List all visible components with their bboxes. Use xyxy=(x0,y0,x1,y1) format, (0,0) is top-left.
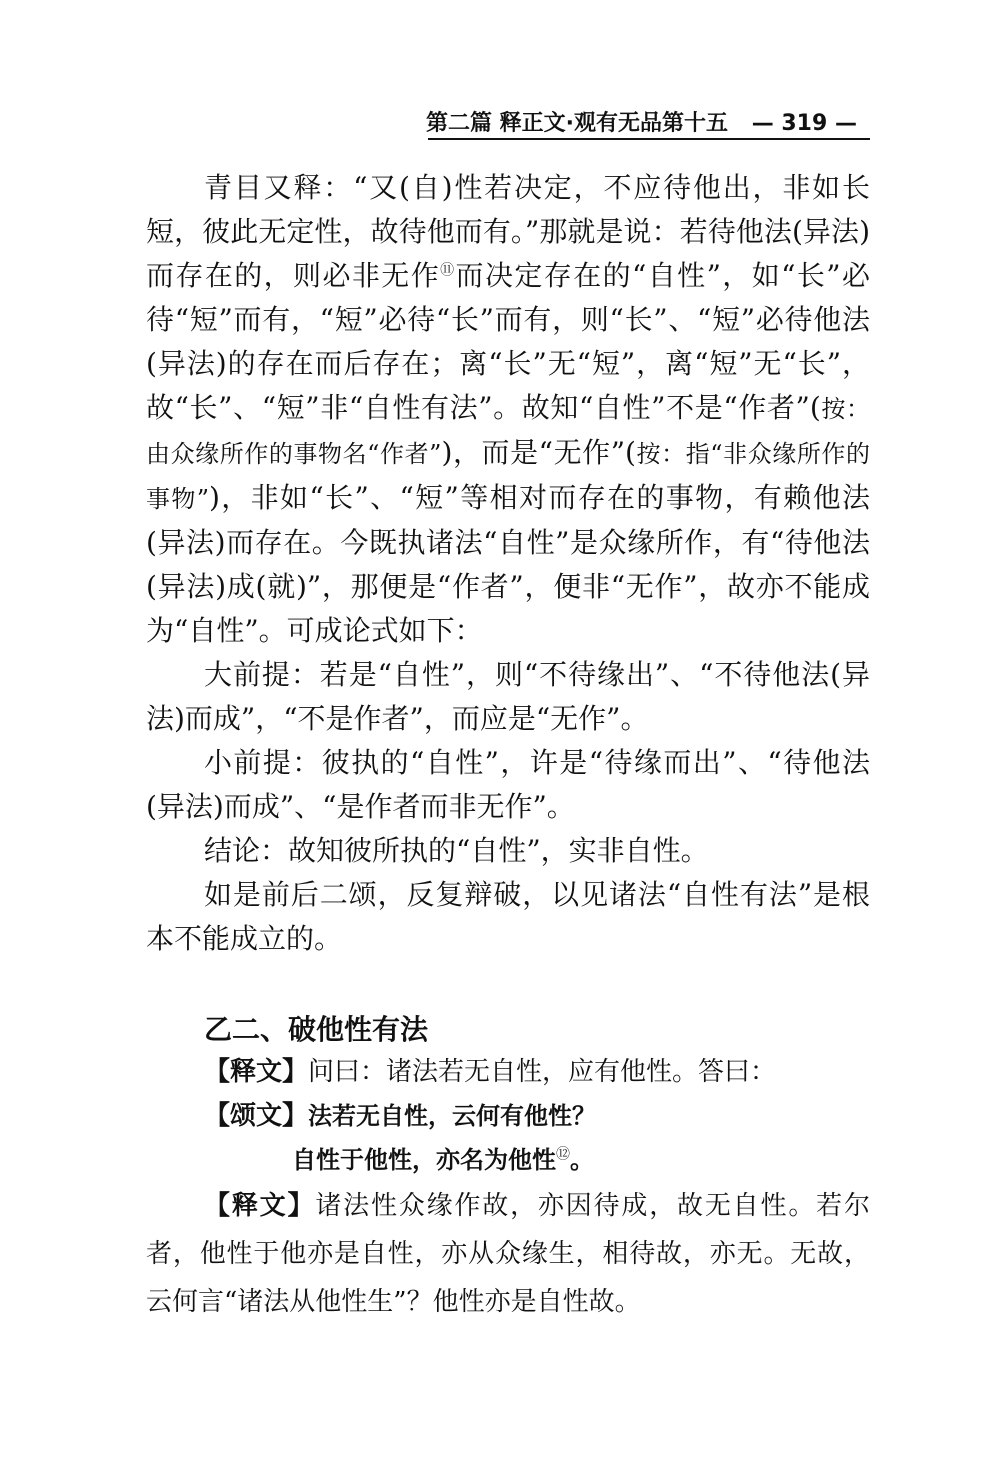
commentary xyxy=(146,1182,870,1326)
paragraph-4-conclusion: 结论：故知彼所执的“自性”，实非自性。 xyxy=(204,834,709,867)
shiwen-label: 【释文】 xyxy=(204,1057,309,1087)
section-2 xyxy=(146,1008,870,1326)
shiwen-text: 问曰：诸法若无自性，应有他性。答曰： xyxy=(308,1057,777,1087)
paragraph-1-part-d: )，非如“长”、“短”等相对而存在的事物，有赖他法(异法)而存在。今既执诸法“自性”是众缘所作，有“待他法(异法)成(就)”，那便是“作者”，便非“无作”，故亦不能成为“自性”。可成论式如下： xyxy=(146,481,870,647)
footnote-marker-11: ⑪ xyxy=(440,262,456,279)
paragraph-1-part-a: 青目又释：“又(自)性若决定，不应待他出，非如长短，彼此无定性，故待他而有。”那就是说：若待他法(异法)而存在的，则必非无作 xyxy=(146,171,870,292)
paragraph-3-minor-premise: 小前提：彼执的“自性”，许是“待缘而出”、“待他法(异法)而成”、“是作者而非无作”。 xyxy=(146,746,870,823)
header-rule xyxy=(428,138,870,140)
main-text xyxy=(146,166,870,961)
songwen-line-2 xyxy=(146,1138,870,1182)
annotation-note-1: 按：由众缘所作的事物名“作者” xyxy=(146,395,871,468)
commentary-text: 诸法性众缘作故，亦因待成，故无自性。若尔者，他性于他亦是自性，亦从众缘生，相待故，亦无。无故，云何言“诸法从他性生”？他性亦是自性故。 xyxy=(146,1191,870,1317)
paragraph-1-part-c: )，而是“无作”( xyxy=(441,436,636,469)
annotation-note-2: 按：指“非众缘所作的事物” xyxy=(146,440,870,513)
songwen-line-1 xyxy=(146,1094,870,1138)
shiwen-question xyxy=(146,1050,870,1094)
paragraph-1-part-b: 而决定存在的“自性”，如“长”必待“短”而有，“短”必待“长”而有，则“长”、“短”必待他法(异法)的存在而后存在；离“长”无“短”，离“短”无“长”，故“长”、“短”非“自性有法”。故知“自性”不是“作者”( xyxy=(146,259,870,424)
paragraph-5: 如是前后二颂，反复辩破，以见诸法“自性有法”是根本不能成立的。 xyxy=(146,878,870,955)
verse-line-2: 自性于他性，亦名为他性 xyxy=(292,1146,556,1174)
footnote-marker-12: ⑫ xyxy=(556,1146,570,1163)
section-heading: 乙二、破他性有法 xyxy=(204,1013,429,1046)
verse-line-1: 法若无自性，云何有他性？ xyxy=(308,1102,597,1130)
commentary-label: 【释文】 xyxy=(204,1191,316,1221)
running-header xyxy=(426,106,872,137)
page-number: — 319 — xyxy=(751,111,857,136)
paragraph-1 xyxy=(146,166,870,653)
paragraph-2-major-premise: 大前提：若是“自性”，则“不待缘出”、“不待他法(异法)而成”，“不是作者”，而应是“无作”。 xyxy=(146,658,870,735)
running-title: 第二篇 释正文·观有无品第十五 xyxy=(426,111,729,136)
verse-line-2-end: 。 xyxy=(570,1146,594,1174)
songwen-label: 【颂文】 xyxy=(204,1101,309,1131)
